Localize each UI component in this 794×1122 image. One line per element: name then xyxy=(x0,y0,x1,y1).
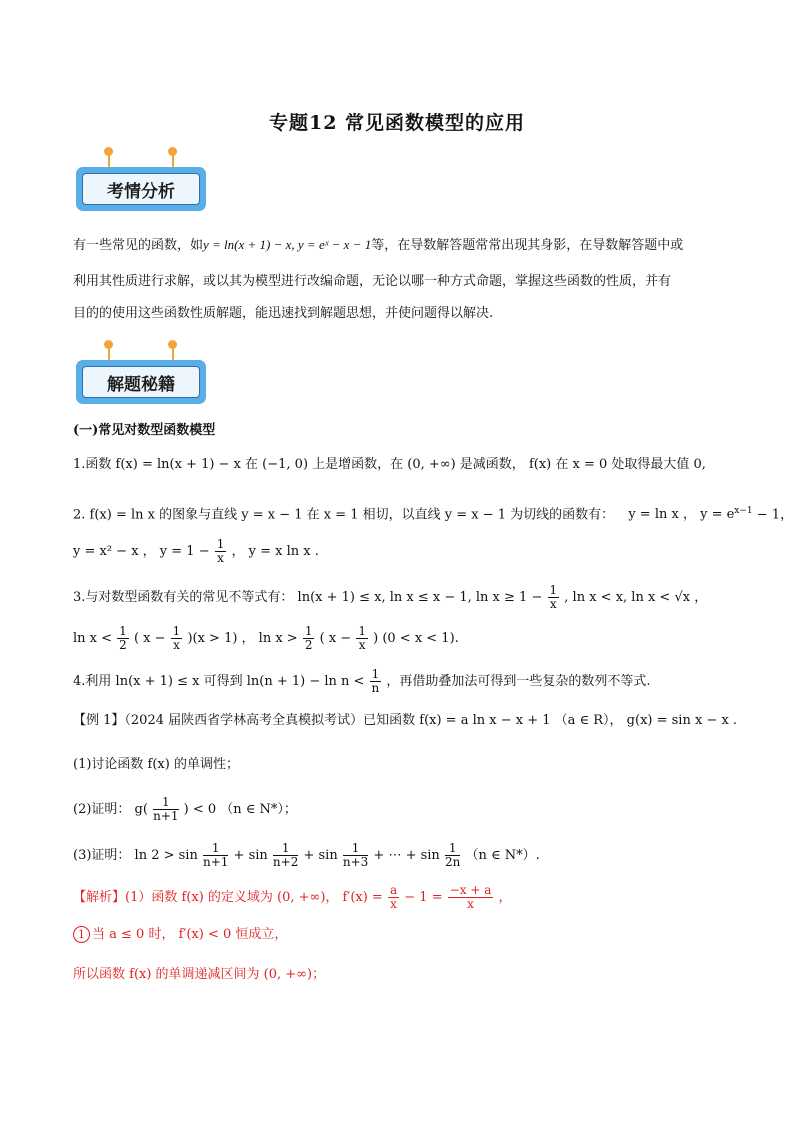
badge-label: 解题秘籍 xyxy=(82,366,200,398)
intro-line-3: 目的的使用这些函数性质解题，能迅速找到解题思想，并使问题得以解决. xyxy=(73,306,494,321)
badge-label: 考情分析 xyxy=(82,173,200,205)
item-3-line-2: ln x < $\frac{1}{2}$ ( x − $\frac{1}{x}$ )(x > 1) ， ln x > $\frac{1}{2}$ ( x − $\frac{1}{x}$ ) (0 < x < 1). xyxy=(73,624,459,652)
section-badge-methods xyxy=(76,360,206,404)
question-2: (2)证明： g( $\frac{1}{n+1}$ ) < 0 （n ∈ N*）； xyxy=(73,795,297,823)
item-1: 1.函数 f(x) = ln(x + 1) − x 在 (−1, 0) 上是增函数，在 (0, +∞) 是减函数， f(x) 在 x = 0 处取得最大值 0, xyxy=(73,457,706,472)
solution-line-1: 【解析】(1）函数 f(x) 的定义域为 (0, +∞)， f′(x) = $\frac{a}{x}$ − 1 = $\frac{-x + a}{x}$ ， xyxy=(73,883,512,911)
example-heading: 【例 1】（2024 届陕西省学林高考全真模拟考试）已知函数 f(x) = a ln x − x + 1 （a ∈ R）， g(x) = sin x − x . xyxy=(73,713,738,728)
solution-line-3: 所以函数 f(x) 的单调递减区间为 (0, +∞)； xyxy=(73,967,326,982)
question-1: (1)讨论函数 f(x) 的单调性； xyxy=(73,757,239,772)
intro-line-1: 有一些常见的函数，如y = ln(x + 1) − x, y = eˣ − x − 1等，在导数解答题常常出现其身影，在导数解答题中或 xyxy=(73,237,684,253)
question-3: (3)证明： ln 2 > sin $\frac{1}{n+1}$ + sin $\frac{1}{n+2}$ + sin $\frac{1}{n+3}$ + ⋯ + sin $\frac{1}{2n}$ （n ∈ N*）. xyxy=(73,841,540,869)
item-3-line-1: 3.与对数型函数有关的常见不等式有： ln(x + 1) ≤ x, ln x ≤ x − 1, ln x ≥ 1 − $\frac{1}{x}$ , ln x < x, ln x < √x ， xyxy=(73,583,708,611)
page-title: 专题12 常见函数模型的应用 xyxy=(268,112,526,134)
item-2-line-2: y = x² − x ， y = 1 − $\frac{1}{x}$ ， y = x ln x . xyxy=(73,537,319,565)
circled-number-one: 1 xyxy=(73,926,90,943)
item-4: 4.利用 ln(x + 1) ≤ x 可得到 ln(n + 1) − ln n < $\frac{1}{n}$ ，再借助叠加法可得到一些复杂的数列不等式. xyxy=(73,667,651,695)
intro-line-2: 利用其性质进行求解，或以其为模型进行改编命题，无论以哪一种方式命题，掌握这些函数的性质，并有 xyxy=(73,274,672,289)
item-2-line-1: 2. f(x) = ln x 的图象与直线 y = x − 1 在 x = 1 相切，以直线 y = x − 1 为切线的函数有： y = ln x ， $y = e^{x-1} - 1$， xyxy=(73,506,794,523)
section-heading: (一)常见对数型函数模型 xyxy=(73,423,216,438)
solution-line-2: 1 当 a ≤ 0 时， f′(x) < 0 恒成立， xyxy=(73,926,287,944)
section-badge-analysis xyxy=(76,167,206,211)
